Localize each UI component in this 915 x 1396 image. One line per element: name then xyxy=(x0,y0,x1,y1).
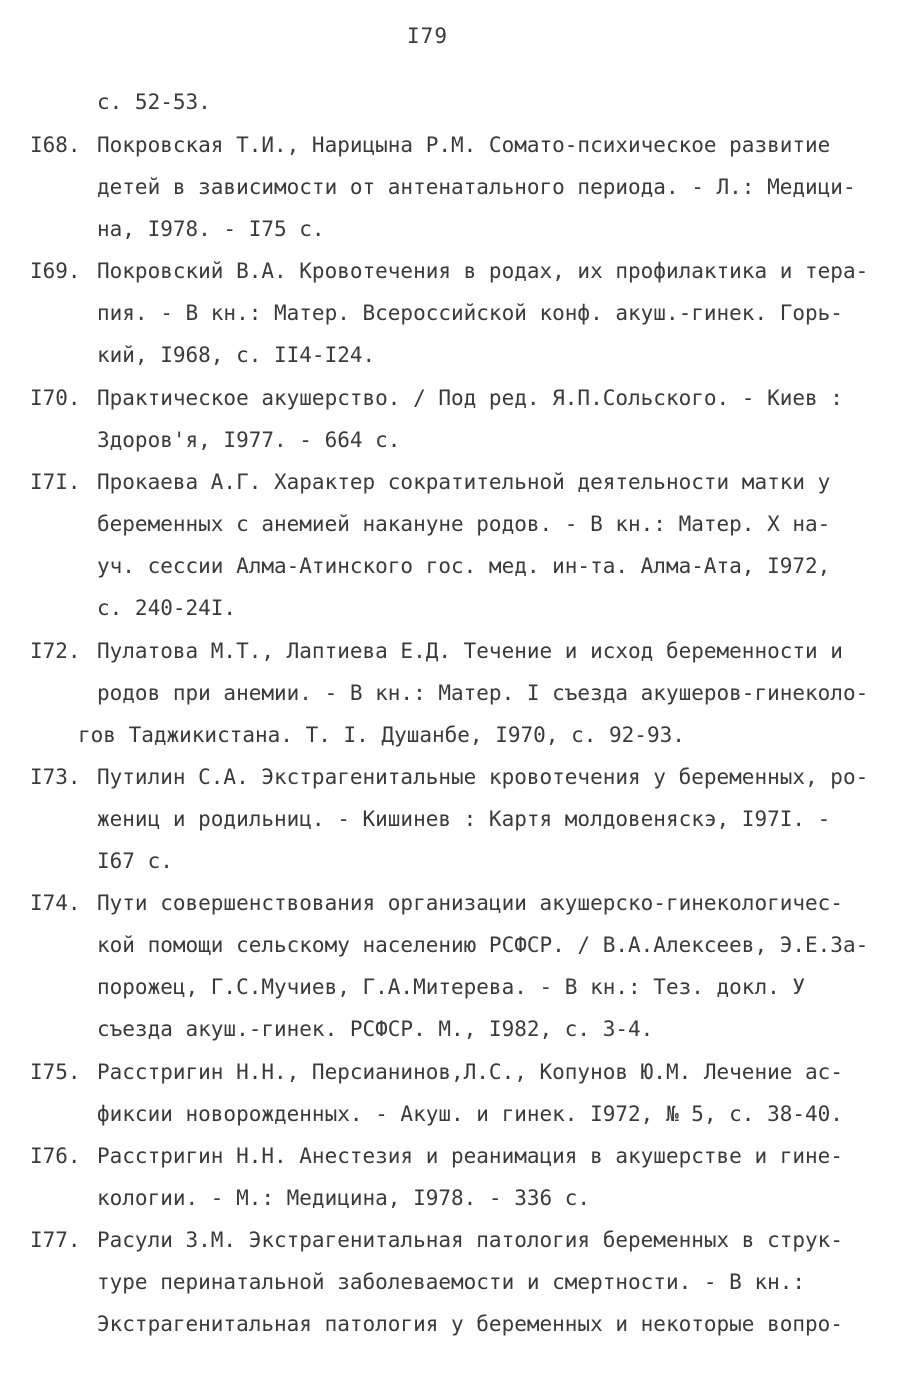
text-line: кий, I968, с. II4-I24. xyxy=(97,343,376,367)
text-line: Покровский В.А. Кровотечения в родах, их профилактика и тера- xyxy=(97,259,869,283)
text-line: кологии. - М.: Медицина, I978. - 336 с. xyxy=(97,1186,591,1210)
entry-number: I69. xyxy=(30,259,81,283)
entry-number: I74. xyxy=(30,891,81,915)
text-line: Покровская Т.И., Нарицына Р.М. Сомато-психическое развитие xyxy=(97,133,831,157)
entry-number: I75. xyxy=(30,1060,81,1084)
entry-number: I70. xyxy=(30,386,81,410)
page-number: I79 xyxy=(407,24,448,48)
text-line: Расстригин Н.Н. Анестезия и реанимация в акушерстве и гине- xyxy=(97,1144,843,1168)
text-line: беременных с анемией накануне родов. - В кн.: Матер. X на- xyxy=(97,512,831,536)
text-line: Здоров'я, I977. - 664 с. xyxy=(97,428,401,452)
text-line: жениц и родильниц. - Кишинев : Картя молдовеняскэ, I97I. - xyxy=(97,807,831,831)
text-line: на, I978. - I75 с. xyxy=(97,217,325,241)
text-line: родов при анемии. - В кн.: Матер. I съезда акушеров-гинеколо- xyxy=(97,681,869,705)
text-line: с. 240-24I. xyxy=(97,596,237,620)
entry-number: I76. xyxy=(30,1144,81,1168)
text-line: детей в зависимости от антенатального периода. - Л.: Медици- xyxy=(97,175,856,199)
text-line: пия. - В кн.: Матер. Всероссийской конф. акуш.-гинек. Горь- xyxy=(97,301,843,325)
text-line: I67 с. xyxy=(97,849,173,873)
text-line: с. 52-53. xyxy=(97,90,211,114)
entry-number: I7I. xyxy=(30,470,81,494)
text-line: кой помощи сельскому населению РСФСР. / В.А.Алексеев, Э.Е.За- xyxy=(97,933,869,957)
text-line: Расули З.М. Экстрагенитальная патология беременных в струк- xyxy=(97,1228,843,1252)
text-line: Пулатова М.Т., Лаптиева Е.Д. Течение и исход беременности и xyxy=(97,639,843,663)
text-line: Прокаева А.Г. Характер сократительной деятельности матки у xyxy=(97,470,831,494)
text-line: Расстригин Н.Н., Персианинов,Л.С., Копунов Ю.М. Лечение ас- xyxy=(97,1060,843,1084)
text-line: уч. сессии Алма-Атинского гос. мед. ин-та. Алма-Ата, I972, xyxy=(97,554,831,578)
entry-number: I77. xyxy=(30,1228,81,1252)
text-line: Путилин С.А. Экстрагенитальные кровотечения у беременных, ро- xyxy=(97,765,869,789)
text-line: порожец, Г.С.Мучиев, Г.А.Митерева. - В кн.: Тез. докл. У xyxy=(97,975,806,999)
text-line: Практическое акушерство. / Под ред. Я.П.Сольского. - Киев : xyxy=(97,386,843,410)
text-line: гов Таджикистана. Т. I. Душанбе, I970, с. 92-93. xyxy=(78,723,685,747)
text-line: Экстрагенитальная патология у беременных и некоторые вопро- xyxy=(97,1312,843,1336)
entry-number: I73. xyxy=(30,765,81,789)
text-line: съезда акуш.-гинек. РСФСР. М., I982, с. 3-4. xyxy=(97,1017,654,1041)
entry-number: I72. xyxy=(30,639,81,663)
text-line: Пути совершенствования организации акушерско-гинекологичес- xyxy=(97,891,843,915)
text-line: фиксии новорожденных. - Акуш. и гинек. I972, № 5, с. 38-40. xyxy=(97,1102,843,1126)
text-line: туре перинатальной заболеваемости и смертности. - В кн.: xyxy=(97,1270,806,1294)
entry-number: I68. xyxy=(30,133,81,157)
